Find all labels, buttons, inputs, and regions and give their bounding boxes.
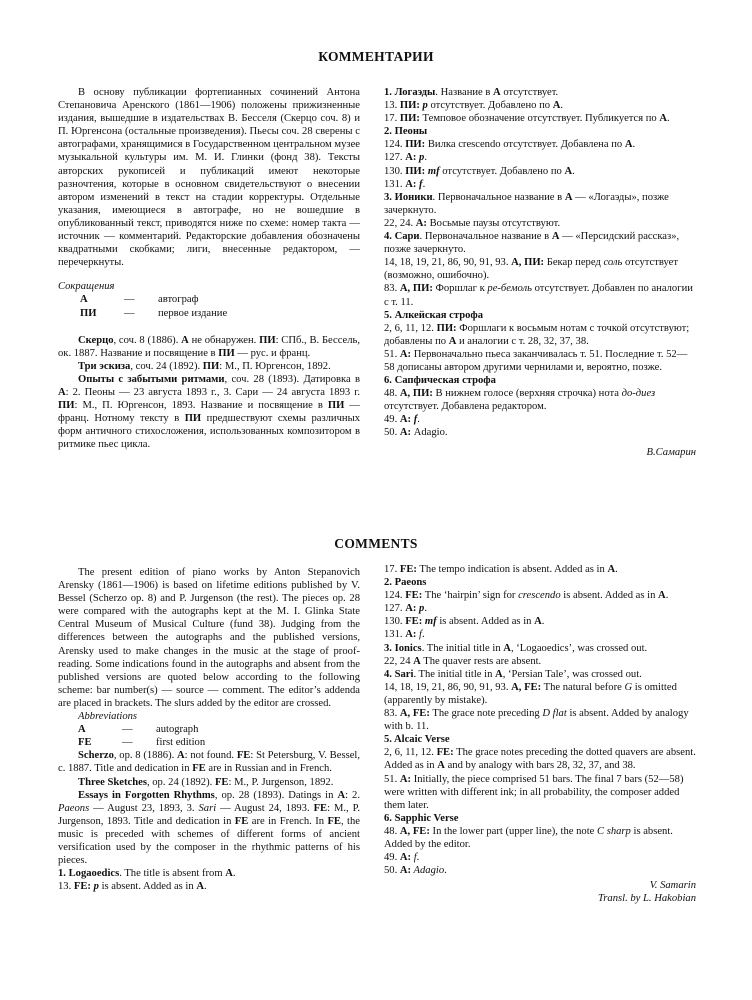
ru-remark: 22, 24. А: Восьмые паузы отсутствуют. — [384, 217, 561, 229]
en-remark: 3. Ionics. The initial title in A, ‘Logaoedics’, was crossed out. — [384, 642, 648, 654]
abbr-key: A — [78, 724, 86, 736]
ru-sketches: Три эскиза, соч. 24 (1892). ПИ: М., П. Юргенсон, 1892. — [78, 360, 331, 372]
abbr-dash: — — [124, 307, 135, 319]
en-remark: 130. FE: mf is absent. Added as in A. — [384, 616, 545, 628]
en-abbr-row — [78, 736, 360, 749]
ru-remark: 49. А: f. — [384, 414, 420, 426]
ru-intro: В основу публикации фортепианных сочинений Антона Степановича Аренского (1861—1906) положены прижизненные издания, вышедшие в издательствах В. Бесселя (Скерцо соч. 8) и П. Юргенсона (остальные произведения). Пьесы соч. 28 сверены с автографами, хранящимися в Государственном центральном музее музыкальной культуры им. М. И. Глинки (фонд 38). Тексты авторских рукописей и публикаций имеют некоторые разночтения, которые в основном свидетельствуют о внесении автором изменений в текст на стадии корректуры. Отдельные указания, имеющиеся в автографе, но не вошедшие в опубликованный текст, приводятся ниже по схеме: номер такта — источник — комментарий. Редакторские добавления обозначены квадратными скобками; лиги, внесенные редактором, — перечеркнуты. — [58, 87, 360, 269]
ru-title: КОММЕНТАРИИ — [318, 49, 434, 64]
en-abbr-row — [78, 723, 360, 736]
ru-essays: Опыты с забытыми ритмами, соч. 28 (1893). Датировка в А: 2. Пеоны — 23 августа 1893 г., 3. Сари — 24 августа 1893 г. ПИ: М., П. Юргенсон, 1893. Название и посвящение в ПИ — франц. Нотному тексту в ПИ предшествуют схемы различных форм античного стихосложения, использованных композитором в ритмике пьес цикла. — [58, 373, 361, 451]
ru-remark: 124. ПИ: Вилка crescendo отсутствует. Добавлена по А. — [384, 139, 636, 151]
ru-signature: В.Самарин — [646, 446, 696, 458]
abbr-dash: — — [122, 737, 133, 749]
en-remark: 14, 18, 19, 21, 86, 90, 91, 93. A, FE: The natural before G is omitted (apparently by mistake). — [384, 681, 677, 706]
ru-piece-heading: 2. Пеоны — [384, 126, 428, 138]
en-title: COMMENTS — [334, 536, 418, 551]
ru-abbr-row — [80, 293, 360, 306]
en-remark: 48. A, FE: In the lower part (upper line), the note C sharp is absent. Added by the editor. — [384, 825, 673, 850]
ru-remark: 131. А: f. — [384, 178, 426, 190]
en-piece-heading: 6. Sapphic Verse — [384, 812, 459, 824]
en-remark: 131. A: f. — [384, 629, 425, 641]
ru-piece-heading: 6. Сапфическая строфа — [384, 375, 496, 387]
abbr-desc: первое издание — [158, 307, 228, 319]
en-right-column — [384, 563, 696, 905]
ru-remark: 2, 6, 11, 12. ПИ: Форшлаги к восьмым нотам с точкой отсутствуют; добавлены по А и аналогии с т. 28, 32, 37, 38. — [384, 322, 690, 347]
abbr-dash: — — [122, 724, 133, 736]
abbr-desc: автограф — [158, 294, 199, 306]
ru-remark: 13. ПИ: p отсутствует. Добавлено по А. — [384, 100, 564, 112]
ru-remark: 14, 18, 19, 21, 86, 90, 91, 93. А, ПИ: Бекар перед соль отсутствует (возможно, ошибочно). — [384, 257, 679, 282]
ru-left-column — [58, 86, 360, 451]
en-piece-heading: 5. Alcaic Verse — [384, 734, 450, 746]
ru-remark: 4. Сари. Первоначальное название в А — «Персидский рассказ», позже зачеркнуто. — [384, 231, 680, 256]
abbr-key: ПИ — [80, 307, 97, 319]
ru-piece-heading: 5. Алкейская строфа — [384, 309, 484, 321]
ru-abbr-heading: Сокращения — [58, 281, 115, 293]
en-remark: 22, 24 A The quaver rests are absent. — [384, 655, 542, 667]
en-remark: 13. FE: p is absent. Added as in A. — [58, 881, 207, 893]
ru-remark: 3. Ионики. Первоначальное название в А — «Логаэды», позже зачеркнуто. — [384, 191, 669, 216]
ru-remark: 48. А, ПИ: В нижнем голосе (верхняя строчка) нота до-диез отсутствует. Добавлена редактором. — [384, 388, 656, 413]
en-remark: 127. A: p. — [384, 603, 427, 615]
ru-remark: 51. А: Первоначально пьеса заканчивалась т. 51. Последние т. 52—58 дописаны автором другими чернилами и, вероятно, позже. — [384, 348, 688, 373]
en-remark: 50. A: Adagio. — [384, 865, 447, 877]
en-abbr-heading: Abbreviations — [78, 711, 138, 723]
abbr-key: А — [80, 294, 88, 306]
en-remark: 17. FE: The tempo indication is absent. Added as in A. — [384, 564, 618, 575]
en-scherzo: Scherzo, op. 8 (1886). A: not found. FE: St Petersburg, V. Bessel, c. 1887. Title and dedication in FE are in Russian and in French. — [58, 750, 360, 775]
ru-scherzo: Скерцо, соч. 8 (1886). А не обнаружен. ПИ: СПб., В. Бессель, ок. 1887. Название и посвящение в ПИ — рус. и франц. — [58, 334, 360, 359]
ru-remark: 127. А: p. — [384, 152, 427, 164]
en-intro: The present edition of piano works by Anton Stepanovich Arensky (1861—1906) is based on lifetime editions published by V. Bessel (Scherzo op. 8) and P. Jurgenson (the rest). The pieces op. 28 were compared with the autographs kept at the M. I. Glinka State Central Museum of Musical Culture (fund 38). Judging from the differences between the autographs and the published versions, Arensky used to make changes in the music at the stage of proof-reading. Some indications found in the autographs and absent from the published versions are quoted below according to the following scheme: bar number(s) — source — comment. The editor’s addenda are placed in brackets. The slurs added by the editor are crossed. — [58, 567, 360, 709]
en-remark: 83. A, FE: The grace note preceding D flat is absent. Added by analogy with b. 11. — [384, 708, 689, 733]
en-left-column — [58, 566, 360, 893]
ru-remark: 17. ПИ: Темповое обозначение отсутствует. Публикуется по А. — [384, 113, 670, 125]
ru-remark: 50. А: Adagio. — [384, 427, 448, 439]
en-remark: 49. A: f. — [384, 852, 420, 864]
ru-remark: 130. ПИ: mf отсутствует. Добавлено по А. — [384, 165, 575, 177]
ru-right-column — [384, 86, 696, 459]
en-essays: Essays in Forgotten Rhythms, op. 28 (1893). Datings in A: 2. Paeons — August 23, 1893, 3. Sari — August 24, 1893. FE: M., P. Jurgenson, 1893. Title and dedication in FE are in French. In FE, the music is preceded with schemes of different forms of ancient versification used by the composer in the rhythmic patterns of his pieces. — [58, 789, 361, 867]
abbr-desc: first edition — [156, 737, 206, 749]
en-signature: V. Samarin — [649, 880, 696, 892]
en-remark: 2, 6, 11, 12. FE: The grace notes preceding the dotted quavers are absent. Added as in A and by analogy with bars 28, 32, 37, and 38. — [384, 747, 696, 772]
abbr-dash: — — [124, 294, 135, 306]
ru-abbr-row — [80, 307, 360, 320]
abbr-desc: autograph — [156, 724, 199, 736]
abbr-key: FE — [78, 737, 92, 749]
en-remark: 4. Sari. The initial title in A, ‘Persian Tale’, was crossed out. — [384, 668, 642, 680]
en-sketches: Three Sketches, op. 24 (1892). FE: M., P. Jurgenson, 1892. — [78, 776, 334, 788]
en-remark: 1. Logaoedics. The title is absent from A. — [58, 868, 236, 880]
ru-remark: 83. А, ПИ: Форшлаг к ре-бемоль отсутствует. Добавлен по аналогии с т. 11. — [384, 283, 693, 308]
en-remark: 51. A: Initially, the piece comprised 51 bars. The final 7 bars (52—58) were written with different ink; in all probability, the composer added them later. — [384, 773, 684, 811]
en-remark: 124. FE: The ‘hairpin’ sign for crescendo is absent. Added as in A. — [384, 590, 669, 602]
en-piece-heading: 2. Paeons — [384, 577, 427, 589]
ru-remark: 1. Логаэды. Название в А отсутствует. — [384, 87, 559, 98]
en-translator: Transl. by L. Hakobian — [597, 893, 696, 905]
